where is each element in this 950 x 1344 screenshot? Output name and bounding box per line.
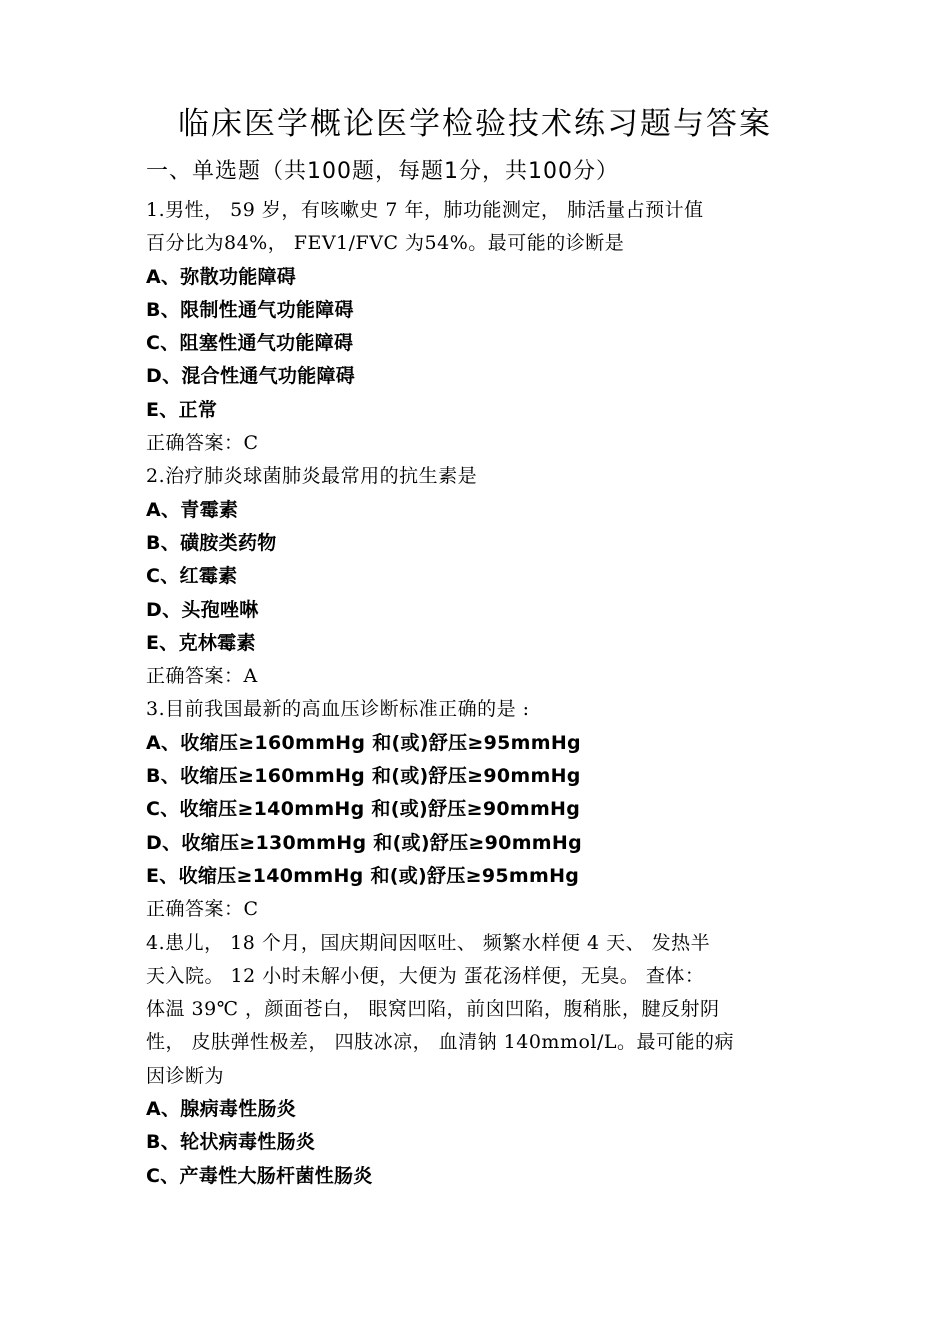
question-stem-line: 天入院。 12 小时未解小便，大便为 蛋花汤样便，无臭。 查体：	[146, 964, 705, 987]
question-item	[146, 194, 810, 460]
question-option: E、克林霉素	[146, 631, 256, 654]
question-item	[146, 693, 810, 926]
question-item	[146, 460, 810, 693]
question-stem-line: 体温 39℃ ，颜面苍白， 眼窝凹陷，前囟凹陷，腹稍胀，腱反射阴	[146, 998, 720, 1021]
question-stem-line: 因诊断为	[146, 1064, 225, 1087]
question-option: E、正常	[146, 398, 218, 421]
question-stem-line: 3.目前我国最新的高血压诊断标准正确的是 :	[146, 698, 530, 721]
question-option: B、轮状病毒性肠炎	[146, 1131, 316, 1154]
question-option: A、青霉素	[146, 498, 239, 521]
question-answer: 正确答案：C	[146, 432, 259, 455]
question-option: D、收缩压≥130mmHg 和(或)舒压≥90mmHg	[146, 831, 582, 854]
question-option: C、红霉素	[146, 565, 238, 588]
question-option: C、阻塞性通气功能障碍	[146, 332, 354, 355]
question-stem-line: 1.男性， 59 岁，有咳嗽史 7 年，肺功能测定， 肺活量占预计值	[146, 199, 704, 221]
question-stem-line: 2.治疗肺炎球菌肺炎最常用的抗生素是	[146, 465, 478, 488]
question-answer: 正确答案：C	[146, 898, 259, 921]
question-option: B、收缩压≥160mmHg 和(或)舒压≥90mmHg	[146, 765, 581, 788]
question-option: C、产毒性大肠杆菌性肠炎	[146, 1164, 373, 1187]
question-list	[146, 194, 810, 1193]
question-option: E、收缩压≥140mmHg 和(或)舒压≥95mmHg	[146, 864, 580, 887]
question-option: D、头孢唑啉	[146, 598, 259, 621]
document-title: 临床医学概论医学检验技术练习题与答案	[178, 106, 772, 142]
question-option: C、收缩压≥140mmHg 和(或)舒压≥90mmHg	[146, 798, 581, 821]
question-option: D、混合性通气功能障碍	[146, 365, 356, 388]
question-item	[146, 927, 810, 1193]
section-heading: 一、单选题（共100题，每题1分，共100分）	[146, 159, 619, 184]
question-option: A、腺病毒性肠炎	[146, 1098, 297, 1121]
question-answer: 正确答案：A	[146, 665, 258, 688]
question-option: A、收缩压≥160mmHg 和(或)舒压≥95mmHg	[146, 731, 581, 754]
question-stem-line: 百分比为84%， FEV1/FVC 为54%。最可能的诊断是	[146, 232, 625, 255]
question-stem-line: 4.患儿， 18 个月，国庆期间因呕吐、 频繁水样便 4 天、 发热半	[146, 931, 711, 954]
question-option: A、弥散功能障碍	[146, 265, 297, 288]
question-stem-line: 性， 皮肤弹性极差， 四肢冰凉， 血清钠 140mmol/L。最可能的病	[146, 1031, 734, 1054]
question-option: B、限制性通气功能障碍	[146, 298, 354, 321]
question-option: B、磺胺类药物	[146, 531, 277, 554]
